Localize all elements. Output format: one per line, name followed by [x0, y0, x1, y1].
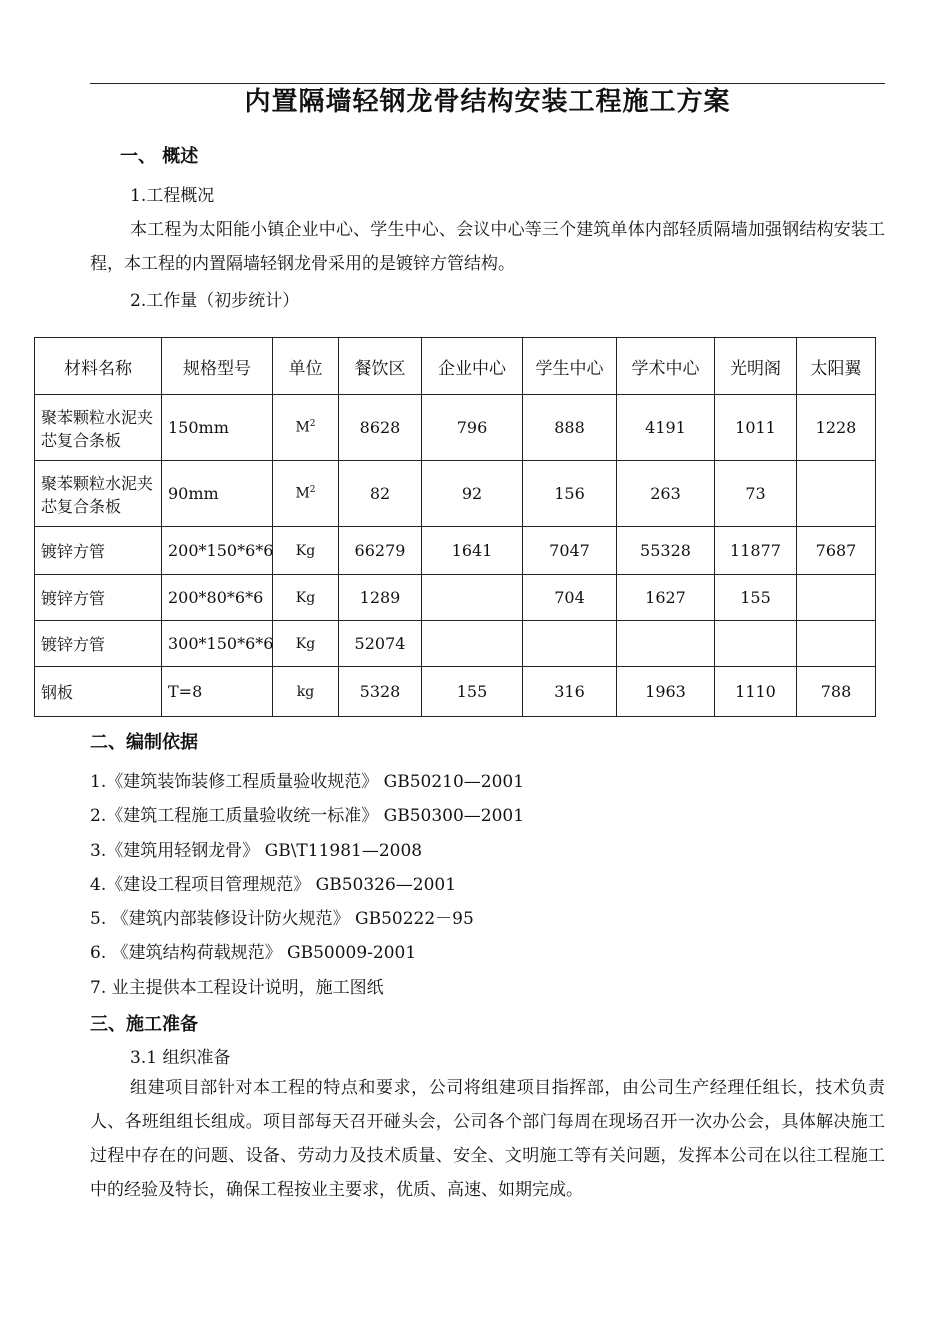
- quantity-cell: [422, 575, 523, 621]
- quantity-cell: 5328: [339, 667, 422, 717]
- quantity-cell: [797, 621, 876, 667]
- paragraph-organization: 组建项目部针对本工程的特点和要求，公司将组建项目指挥部，由公司生产经理任组长，技术负责人、各班组组长组成。项目部每天召开碰头会，公司各个部门每周在现场召开一次办公会，具体解决施工过程中存在的问题、设备、劳动力及技术质量、安全、文明施工等有关问题，发挥本公司在以往工程施工中的经验及特长，确保工程按业主要求，优质、高速、如期完成。: [90, 1078, 885, 1200]
- material-name-cell: 镀锌方管: [35, 527, 162, 575]
- table-row: [35, 461, 876, 527]
- unit-cell: [273, 395, 339, 461]
- table-header-cell: 学术中心: [617, 338, 715, 395]
- unit-text: Kg: [295, 589, 316, 606]
- unit-cell: [273, 461, 339, 527]
- quantity-cell: 52074: [339, 621, 422, 667]
- table-header-cell: 学生中心: [523, 338, 617, 395]
- list-item: 7. 业主提供本工程设计说明，施工图纸: [90, 978, 384, 998]
- table-row: [35, 575, 876, 621]
- list-item: 3.《建筑用轻钢龙骨》 GB\T11981—2008: [90, 841, 423, 861]
- table-row: [35, 621, 876, 667]
- table-header-cell: 材料名称: [35, 338, 162, 395]
- material-name-cell: 聚苯颗粒水泥夹芯复合条板: [35, 461, 162, 527]
- quantity-cell: 1289: [339, 575, 422, 621]
- table-header-cell: 规格型号: [162, 338, 273, 395]
- spec-cell: 200*80*6*6: [162, 575, 273, 621]
- material-name-cell: 镀锌方管: [35, 575, 162, 621]
- quantity-cell: 1011: [715, 395, 797, 461]
- quantity-cell: [523, 621, 617, 667]
- list-item: 4.《建设工程项目管理规范》 GB50326—2001: [90, 875, 457, 895]
- quantity-cell: 704: [523, 575, 617, 621]
- table-row: [35, 527, 876, 575]
- quantity-cell: 1228: [797, 395, 876, 461]
- quantity-cell: 66279: [339, 527, 422, 575]
- section-heading-basis: 二、编制依据: [90, 732, 198, 753]
- quantity-cell: 82: [339, 461, 422, 527]
- spec-cell: 90mm: [162, 461, 273, 527]
- table-header-cell: 企业中心: [422, 338, 523, 395]
- quantity-cell: 796: [422, 395, 523, 461]
- table-header-cell: 餐饮区: [339, 338, 422, 395]
- quantity-cell: 316: [523, 667, 617, 717]
- quantity-cell: 263: [617, 461, 715, 527]
- quantity-cell: 7687: [797, 527, 876, 575]
- subheading-project-overview: 1.工程概况: [130, 186, 215, 206]
- unit-text: Kg: [295, 635, 316, 652]
- unit-cell: [273, 527, 339, 575]
- quantity-cell: 155: [422, 667, 523, 717]
- subheading-organization: 3.1 组织准备: [130, 1048, 231, 1068]
- unit-text: Kg: [295, 542, 316, 559]
- quantity-cell: 155: [715, 575, 797, 621]
- document-title: 内置隔墙轻钢龙骨结构安装工程施工方案: [244, 87, 731, 117]
- quantity-cell: 156: [523, 461, 617, 527]
- list-item: 2.《建筑工程施工质量验收统一标准》 GB50300—2001: [90, 806, 525, 826]
- quantity-cell: 888: [523, 395, 617, 461]
- paragraph-project-overview: 本工程为太阳能小镇企业中心、学生中心、会议中心等三个建筑单体内部轻质隔墙加强钢结构安装工程，本工程的内置隔墙轻钢龙骨采用的是镀锌方管结构。: [90, 220, 885, 274]
- spec-cell: 300*150*6*6: [162, 621, 273, 667]
- material-name-cell: 钢板: [35, 667, 162, 717]
- unit-superscript: 2: [309, 419, 316, 430]
- unit-text: kg: [296, 683, 315, 700]
- unit-cell: [273, 575, 339, 621]
- unit-cell: [273, 667, 339, 717]
- unit-text: M: [295, 419, 310, 436]
- list-item: 6. 《建筑结构荷载规范》 GB50009-2001: [90, 943, 417, 963]
- quantity-cell: [422, 621, 523, 667]
- material-name-cell: 镀锌方管: [35, 621, 162, 667]
- quantity-cell: 1963: [617, 667, 715, 717]
- section-heading-overview: 一、 概述: [120, 146, 199, 167]
- quantity-cell: 788: [797, 667, 876, 717]
- list-item: 1.《建筑装饰装修工程质量验收规范》 GB50210—2001: [90, 772, 525, 792]
- table-header-row: [35, 338, 876, 395]
- section-heading-preparation: 三、施工准备: [90, 1014, 198, 1035]
- material-name-cell: 聚苯颗粒水泥夹芯复合条板: [35, 395, 162, 461]
- quantity-cell: 7047: [523, 527, 617, 575]
- quantity-cell: 8628: [339, 395, 422, 461]
- spec-cell: 200*150*6*6: [162, 527, 273, 575]
- table-header-cell: 太阳翼: [797, 338, 876, 395]
- table-row: [35, 395, 876, 461]
- quantity-cell: 55328: [617, 527, 715, 575]
- subheading-workload: 2.工作量（初步统计）: [130, 291, 300, 311]
- quantity-cell: 73: [715, 461, 797, 527]
- quantity-cell: 1110: [715, 667, 797, 717]
- unit-cell: [273, 621, 339, 667]
- quantity-cell: 1641: [422, 527, 523, 575]
- spec-cell: T=8: [162, 667, 273, 717]
- table-row: [35, 667, 876, 717]
- list-item: 5. 《建筑内部装修设计防火规范》 GB50222－95: [90, 909, 474, 929]
- quantity-cell: [617, 621, 715, 667]
- quantity-cell: [797, 575, 876, 621]
- quantity-cell: 1627: [617, 575, 715, 621]
- workload-table: [34, 337, 876, 717]
- quantity-cell: [715, 621, 797, 667]
- spec-cell: 150mm: [162, 395, 273, 461]
- quantity-cell: 92: [422, 461, 523, 527]
- table-header-cell: 单位: [273, 338, 339, 395]
- table-header-cell: 光明阁: [715, 338, 797, 395]
- quantity-cell: [797, 461, 876, 527]
- quantity-cell: 4191: [617, 395, 715, 461]
- unit-text: M: [295, 485, 310, 502]
- quantity-cell: 11877: [715, 527, 797, 575]
- unit-superscript: 2: [309, 485, 316, 496]
